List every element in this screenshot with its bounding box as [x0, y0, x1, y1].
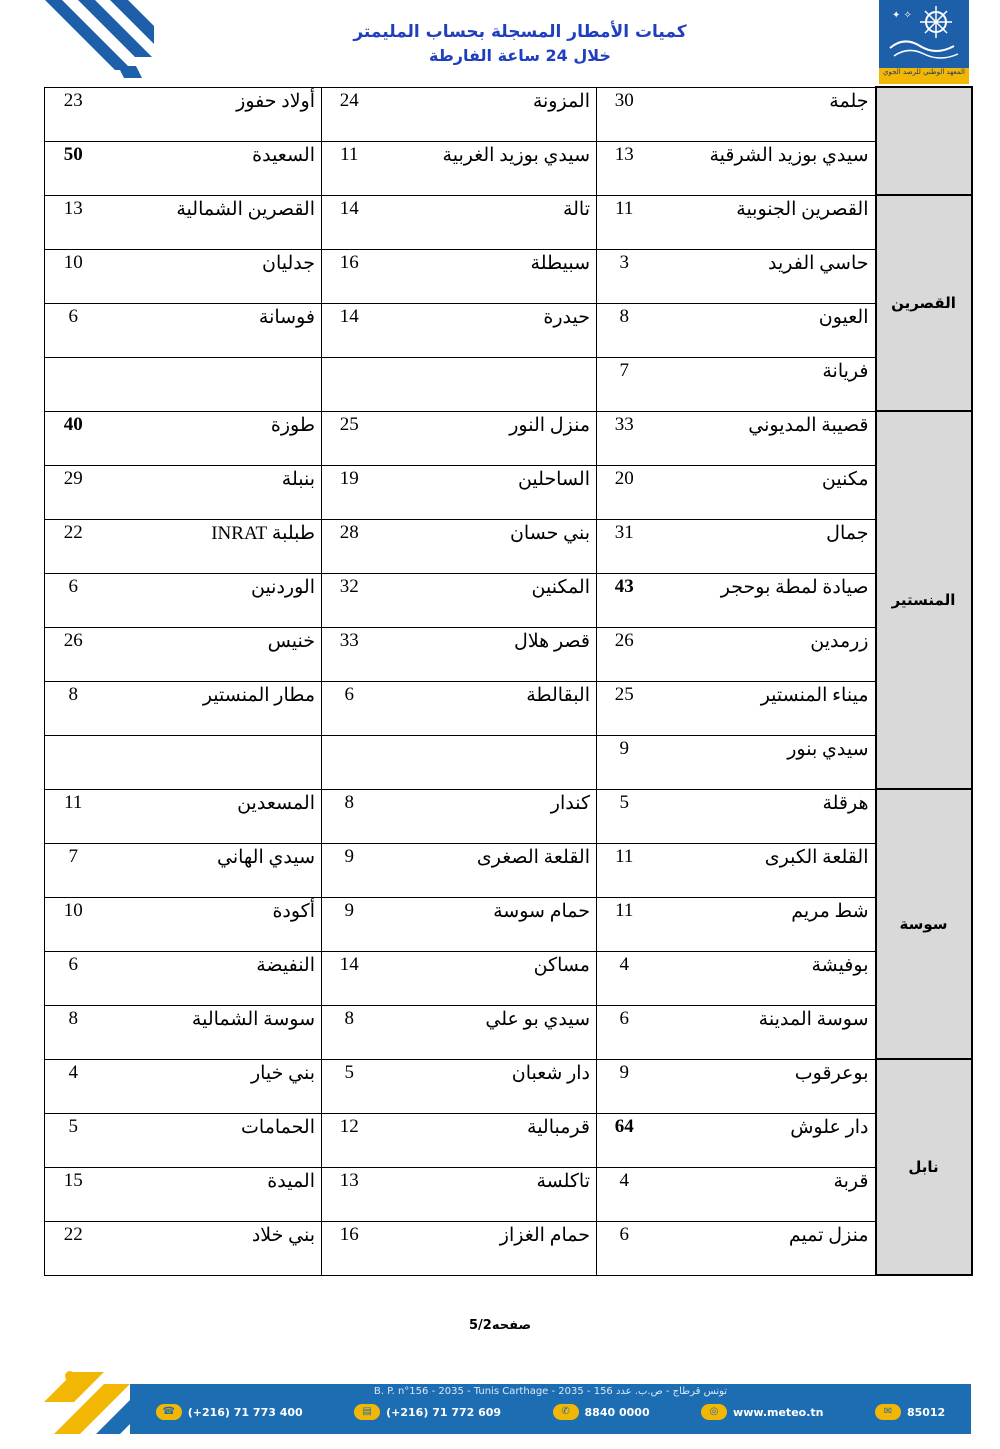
table-row — [45, 627, 972, 681]
rainfall-value: 4 — [597, 1167, 652, 1221]
station-name: القصرين الجنوبية — [652, 195, 876, 249]
rainfall-value: 64 — [597, 1113, 652, 1167]
rainfall-value: 14 — [322, 951, 377, 1005]
contact-text: 8840 0000 — [584, 1405, 650, 1419]
table-row — [45, 1167, 972, 1221]
table-row — [45, 357, 972, 411]
station-name — [102, 735, 322, 789]
rainfall-value: 23 — [45, 87, 102, 141]
rainfall-value: 30 — [597, 87, 652, 141]
rainfall-value: 25 — [322, 411, 377, 465]
table-row — [45, 951, 972, 1005]
rainfall-value: 43 — [597, 573, 652, 627]
table-row — [45, 141, 972, 195]
rainfall-value: 4 — [45, 1059, 102, 1113]
station-name: المسعدين — [102, 789, 322, 843]
station-name: كندار — [377, 789, 597, 843]
station-name: حمام سوسة — [377, 897, 597, 951]
rainfall-value: 13 — [597, 141, 652, 195]
table-row — [45, 843, 972, 897]
station-name: جلمة — [652, 87, 876, 141]
table-row — [45, 1059, 972, 1113]
station-name: حمام الغزاز — [377, 1221, 597, 1275]
station-name: سبيطلة — [377, 249, 597, 303]
rainfall-value: 24 — [322, 87, 377, 141]
rainfall-value: 3 — [597, 249, 652, 303]
station-name: سيدي بو علي — [377, 1005, 597, 1059]
station-name: مكنين — [652, 465, 876, 519]
station-name: طبلبة INRAT — [102, 519, 322, 573]
rainfall-value — [322, 735, 377, 789]
station-name: قصر هلال — [377, 627, 597, 681]
station-name: فريانة — [652, 357, 876, 411]
station-name: القلعة الكبرى — [652, 843, 876, 897]
region-name: سوسة — [876, 789, 972, 1059]
rainfall-value: 8 — [45, 681, 102, 735]
rainfall-value: 5 — [45, 1113, 102, 1167]
rainfall-value: 11 — [597, 843, 652, 897]
footer-contact — [553, 1404, 650, 1420]
rainfall-value: 13 — [45, 195, 102, 249]
rainfall-value: 8 — [322, 1005, 377, 1059]
contact-text: 85012 — [906, 1405, 946, 1419]
table-row — [45, 249, 972, 303]
station-name: طوزة — [102, 411, 322, 465]
table-row — [45, 1113, 972, 1167]
station-name: مطار المنستير — [102, 681, 322, 735]
rainfall-value: 14 — [322, 195, 377, 249]
station-name: هرقلة — [652, 789, 876, 843]
rainfall-value: 10 — [45, 249, 102, 303]
rainfall-value: 40 — [45, 411, 102, 465]
rainfall-value: 9 — [597, 1059, 652, 1113]
rainfall-value: 8 — [322, 789, 377, 843]
station-name: السعيدة — [102, 141, 322, 195]
rainfall-value: 29 — [45, 465, 102, 519]
rainfall-value: 11 — [45, 789, 102, 843]
table-row — [45, 789, 972, 843]
rainfall-value: 26 — [45, 627, 102, 681]
rainfall-value: 6 — [322, 681, 377, 735]
station-name: قربة — [652, 1167, 876, 1221]
phone-icon: ☎ — [156, 1404, 182, 1420]
station-name: صيادة لمطة بوحجر — [652, 573, 876, 627]
station-name: تاكلسة — [377, 1167, 597, 1221]
station-name: المزونة — [377, 87, 597, 141]
station-name: القصرين الشمالية — [102, 195, 322, 249]
station-name: الوردنين — [102, 573, 322, 627]
rainfall-value: 5 — [597, 789, 652, 843]
rainfall-value: 6 — [45, 573, 102, 627]
region-name: نابل — [876, 1059, 972, 1275]
station-name: الساحلين — [377, 465, 597, 519]
station-name — [377, 735, 597, 789]
station-name: قصيبة المديوني — [652, 411, 876, 465]
station-name: حيدرة — [377, 303, 597, 357]
rainfall-value: 12 — [322, 1113, 377, 1167]
rainfall-value: 11 — [322, 141, 377, 195]
page-number: صفحه5/2 — [468, 1318, 531, 1333]
table-row — [45, 897, 972, 951]
station-name: سيدي بوزيد الغربية — [377, 141, 597, 195]
station-name: منزل النور — [377, 411, 597, 465]
rainfall-value: 28 — [322, 519, 377, 573]
footer-contact — [156, 1404, 303, 1420]
station-name — [377, 357, 597, 411]
rainfall-value: 25 — [597, 681, 652, 735]
station-name: قرمبالية — [377, 1113, 597, 1167]
rainfall-value: 14 — [322, 303, 377, 357]
rainfall-value: 32 — [322, 573, 377, 627]
rainfall-value: 11 — [597, 195, 652, 249]
station-name: بني خيار — [102, 1059, 322, 1113]
contact-text: (+216) 71 772 609 — [386, 1405, 502, 1419]
region-name: المنستير — [876, 411, 972, 789]
rainfall-value: 8 — [45, 1005, 102, 1059]
table-row — [45, 195, 972, 249]
table-row — [45, 1005, 972, 1059]
rainfall-value: 4 — [597, 951, 652, 1005]
rainfall-value — [45, 735, 102, 789]
logo-caption: المعهد الوطني للرصد الجوي — [879, 68, 969, 84]
station-name: البقالطة — [377, 681, 597, 735]
station-name: المكنين — [377, 573, 597, 627]
rainfall-value: 16 — [322, 249, 377, 303]
page-title: كميات الأمطار المسجلة بحساب المليمتر — [353, 22, 687, 42]
table-row — [45, 681, 972, 735]
rainfall-value: 19 — [322, 465, 377, 519]
sms-icon: ✉ — [875, 1404, 901, 1420]
region-name: القصرين — [876, 195, 972, 411]
service-phone-icon: ✆ — [553, 1404, 579, 1420]
rainfall-value: 6 — [597, 1005, 652, 1059]
rainfall-value: 6 — [45, 951, 102, 1005]
station-name: الحمامات — [102, 1113, 322, 1167]
rainfall-value — [45, 357, 102, 411]
weather-logo-icon — [884, 2, 964, 66]
rainfall-value: 15 — [45, 1167, 102, 1221]
footer-contact — [875, 1404, 945, 1420]
table-row — [45, 465, 972, 519]
station-name: تالة — [377, 195, 597, 249]
station-name: دار شعبان — [377, 1059, 597, 1113]
rainfall-table — [44, 86, 973, 1276]
rainfall-value: 22 — [45, 1221, 102, 1275]
fax-icon: ▤ — [354, 1404, 380, 1420]
footer-contact — [354, 1404, 501, 1420]
rainfall-value: 7 — [597, 357, 652, 411]
rainfall-value: 9 — [322, 843, 377, 897]
station-name: جمال — [652, 519, 876, 573]
station-name — [102, 357, 322, 411]
station-name: أكودة — [102, 897, 322, 951]
page-subtitle: خلال 24 ساعة الفارطة — [429, 46, 611, 65]
station-name: سيدي بنور — [652, 735, 876, 789]
institute-logo — [879, 0, 969, 84]
table-row — [45, 573, 972, 627]
rainfall-value: 7 — [45, 843, 102, 897]
rainfall-value: 9 — [597, 735, 652, 789]
rainfall-value: 8 — [597, 303, 652, 357]
station-name: خنيس — [102, 627, 322, 681]
rainfall-value: 16 — [322, 1221, 377, 1275]
station-name: القلعة الصغرى — [377, 843, 597, 897]
station-name: بنبلة — [102, 465, 322, 519]
contact-text: (+216) 71 773 400 — [187, 1405, 303, 1419]
station-name: زرمدين — [652, 627, 876, 681]
rainfall-value: 6 — [597, 1221, 652, 1275]
footer-contact-bar — [130, 1384, 971, 1434]
table-row — [45, 1221, 972, 1275]
svg-text:✦ ✧: ✦ ✧ — [892, 10, 912, 21]
rainfall-value: 20 — [597, 465, 652, 519]
station-name: فوسانة — [102, 303, 322, 357]
station-name: سوسة المدينة — [652, 1005, 876, 1059]
rainfall-value: 11 — [597, 897, 652, 951]
table-row — [45, 519, 972, 573]
table-row — [45, 303, 972, 357]
region-name — [876, 87, 972, 195]
rainfall-value: 10 — [45, 897, 102, 951]
rainfall-value: 31 — [597, 519, 652, 573]
station-name: سوسة الشمالية — [102, 1005, 322, 1059]
rainfall-value: 33 — [322, 627, 377, 681]
rainfall-value: 9 — [322, 897, 377, 951]
station-name: أولاد حفوز — [102, 87, 322, 141]
station-name: العيون — [652, 303, 876, 357]
contact-text: www.meteo.tn — [733, 1405, 824, 1419]
station-name: منزل تميم — [652, 1221, 876, 1275]
station-name: ميناء المنستير — [652, 681, 876, 735]
station-name: بني حسان — [377, 519, 597, 573]
rainfall-value: 26 — [597, 627, 652, 681]
rainfall-value: 13 — [322, 1167, 377, 1221]
station-name: دار علوش — [652, 1113, 876, 1167]
footer-address: B. P. n°156 - 2035 - Tunis Carthage - 2035 - تونس قرطاج - ص.ب. عدد 156 — [373, 1386, 728, 1397]
rainfall-value: 33 — [597, 411, 652, 465]
footer-contacts — [130, 1404, 971, 1420]
web-icon: ◎ — [701, 1404, 727, 1420]
rainfall-value — [322, 357, 377, 411]
station-name: سيدي الهاني — [102, 843, 322, 897]
station-name: سيدي بوزيد الشرقية — [652, 141, 876, 195]
rainfall-value: 22 — [45, 519, 102, 573]
station-name: الميدة — [102, 1167, 322, 1221]
header-stripes-decoration — [40, 0, 160, 90]
station-name: مساكن — [377, 951, 597, 1005]
rainfall-value: 6 — [45, 303, 102, 357]
rainfall-value: 5 — [322, 1059, 377, 1113]
table-row — [45, 411, 972, 465]
table-row — [45, 87, 972, 141]
footer-contact — [701, 1404, 823, 1420]
station-name: حاسي الفريد — [652, 249, 876, 303]
station-name: بني خلاد — [102, 1221, 322, 1275]
table-row — [45, 735, 972, 789]
station-name: شط مريم — [652, 897, 876, 951]
station-name: بوعرقوب — [652, 1059, 876, 1113]
station-name: بوفيشة — [652, 951, 876, 1005]
station-name: النفيضة — [102, 951, 322, 1005]
station-name: جدليان — [102, 249, 322, 303]
rainfall-value: 50 — [45, 141, 102, 195]
